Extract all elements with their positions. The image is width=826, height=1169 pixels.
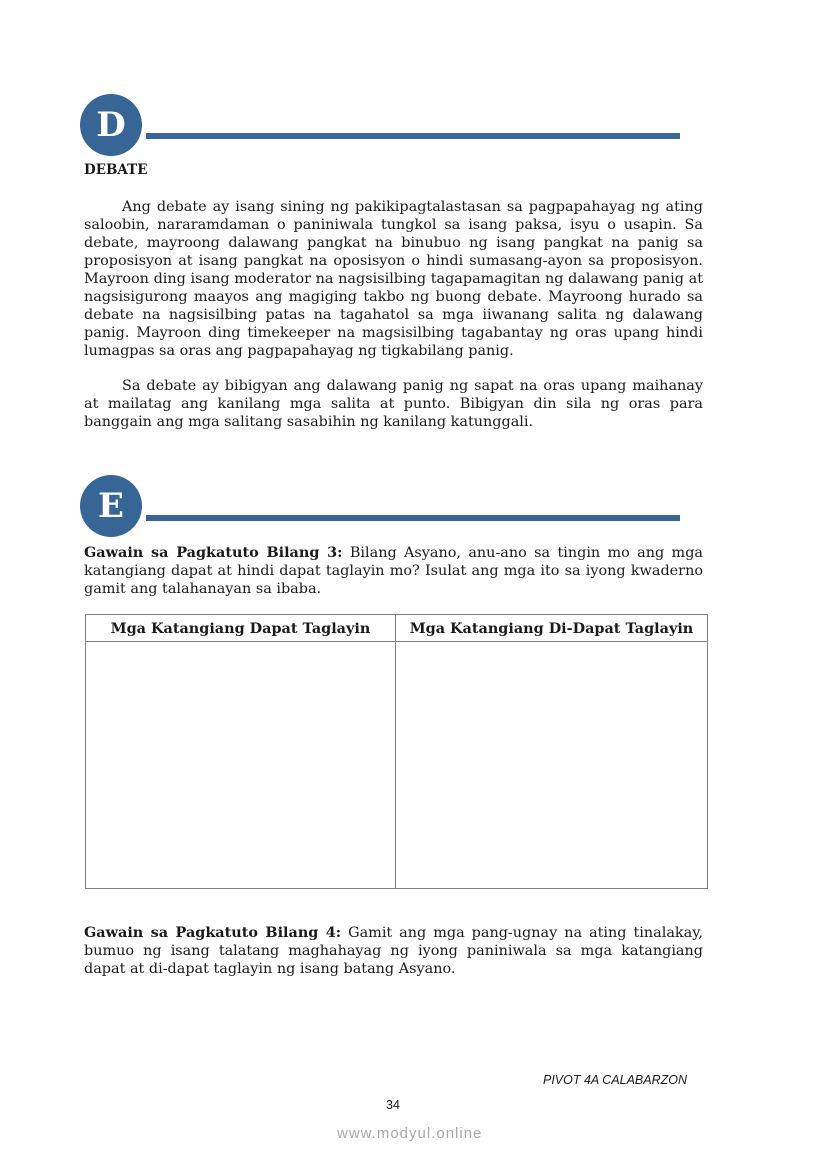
traits-table bbox=[85, 614, 708, 889]
section-e-badge bbox=[80, 475, 142, 537]
activity-3-instruction: Gawain sa Pagkatuto Bilang 3: Bilang Asyano, anu-ano sa tingin mo ang mga katangiang dapat at hindi dapat taglayin mo? Isulat ang mga ito sa iyong kwaderno gamit ang talahanayan sa ibaba. bbox=[84, 544, 703, 597]
section-title: DEBATE bbox=[84, 162, 148, 178]
table-header-row bbox=[86, 615, 708, 642]
answer-cell-dapat[interactable] bbox=[86, 642, 396, 889]
activity-4-label: Gawain sa Pagkatuto Bilang 4: bbox=[84, 924, 342, 941]
section-d-badge bbox=[80, 94, 142, 156]
page-number: 34 bbox=[386, 1098, 400, 1112]
header-di-dapat-taglayin: Mga Katangiang Di-Dapat Taglayin bbox=[396, 615, 708, 642]
answer-cell-di-dapat[interactable] bbox=[396, 642, 708, 889]
section-e-rule bbox=[146, 515, 680, 521]
activity-3-label: Gawain sa Pagkatuto Bilang 3: bbox=[84, 544, 343, 561]
footer-label: PIVOT 4A CALABARZON bbox=[543, 1073, 688, 1087]
section-e-letter: E bbox=[98, 486, 124, 526]
debate-paragraph-2: Sa debate ay bibigyan ang dalawang panig ng sapat na oras upang maihanay at mailatag ang kanilang mga salita at punto. Bibigyan din sila ng oras para banggain ang mga salitang sasabihin ng kanilang katunggali. bbox=[84, 378, 703, 430]
debate-paragraph-1: Ang debate ay isang sining ng pakikipagtalastasan sa pagpapahayag ng ating saloobin, nararamdaman o paniniwala tungkol sa isang paksa, isyu o usapin. Sa debate, mayroong dalawang pangkat na binubuo ng isang pangkat na panig sa proposisyon at isang pangkat na oposisyon o hindi sumasang-ayon sa proposisyon. Mayroon ding isang moderator na nagsisilbing tagapamagitan ng dalawang panig at nagsisigurong maayos ang magiging takbo ng buong debate. Mayroong hurado sa debate na nagsisilbing patas na tagahatol sa mga iiwanang salita ng dalawang panig. Mayroon ding timekeeper na magsisilbing tagabantay ng oras upang hindi lumagpas sa oras ang pagpapahayag ng tigkabilang panig. bbox=[84, 199, 703, 359]
header-dapat-taglayin: Mga Katangiang Dapat Taglayin bbox=[86, 615, 396, 642]
table-answer-row bbox=[86, 642, 708, 889]
section-d-letter: D bbox=[96, 105, 126, 145]
activity-4-instruction: Gawain sa Pagkatuto Bilang 4: Gamit ang mga pang-ugnay na ating tinalakay, bumuo ng isang talatang maghahayag ng iyong paniniwala sa mga katangiang dapat at di-dapat taglayin ng isang batang Asyano. bbox=[84, 924, 703, 977]
watermark: www.modyul.online bbox=[337, 1125, 483, 1142]
section-d-rule bbox=[146, 133, 680, 139]
